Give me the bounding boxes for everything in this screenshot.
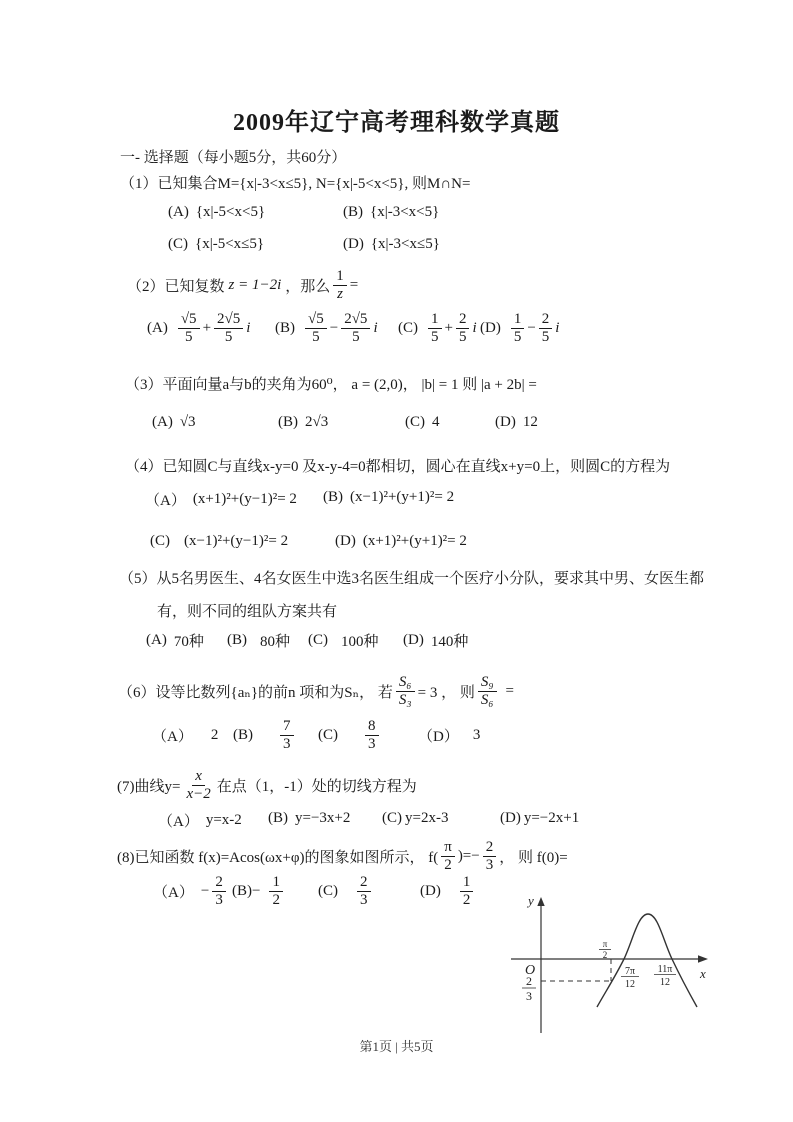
denominator: x−2 — [186, 785, 211, 802]
numerator: √5 — [178, 311, 200, 329]
option-label: (A) — [146, 632, 167, 648]
denominator: 2 — [444, 856, 452, 873]
denominator: S₆ — [480, 691, 494, 708]
denominator: 2 — [462, 891, 471, 908]
option-value: y=2x-3 — [405, 810, 449, 826]
fraction — [214, 311, 243, 346]
option-label: (C) — [308, 632, 328, 648]
minus-sign: − — [200, 882, 210, 899]
stem-math: z = 1−2i — [228, 276, 282, 293]
option-value: {x|-3<x≤5} — [370, 236, 440, 252]
q5-option-a — [146, 630, 204, 651]
q7-option-c — [382, 810, 448, 827]
option-label: (B) — [232, 882, 252, 899]
q6-option-a — [152, 725, 218, 746]
option-value: 140种 — [430, 634, 469, 650]
option-label: （A） — [158, 814, 199, 830]
option-label: (C) — [318, 726, 338, 743]
stem-text: (7)曲线y= — [117, 778, 181, 795]
denominator: 5 — [312, 328, 320, 345]
fraction — [478, 674, 497, 709]
question-5-stem-line2: 有，则不同的组队方案共有 — [157, 604, 338, 620]
option-label: (C) — [150, 533, 170, 549]
numerator: √5 — [305, 311, 327, 329]
option-label: （A） — [145, 493, 186, 509]
section-header: 一- 选择题（每小题5分，共60分） — [120, 150, 347, 166]
q1-option-b — [343, 204, 439, 221]
option-label: （A） — [152, 729, 193, 745]
q5-option-c — [308, 630, 379, 651]
option-value: 80种 — [260, 634, 291, 650]
option-value: 2√3 — [305, 414, 329, 430]
option-label: （A） — [153, 884, 194, 901]
numerator: 2 — [357, 874, 371, 892]
q4-option-c — [150, 533, 288, 550]
question-4-stem: （4）已知圆C与直线x-y=0 及x-y-4=0都相切，圆心在直线x+y=0上，则圆C的方程为 — [125, 459, 671, 475]
stem-text: 在点（1，-1）处的切线方程为 — [216, 778, 417, 795]
zero2-denominator: 12 — [660, 977, 670, 988]
q2-option-a — [147, 311, 250, 346]
denominator: 5 — [541, 328, 550, 345]
option-label: (D) — [500, 810, 521, 826]
denominator: 5 — [458, 328, 467, 345]
numerator: x — [192, 768, 205, 786]
option-value: 4 — [432, 414, 440, 430]
stem-text: ，那么 — [285, 278, 331, 295]
page-footer: 第1页 | 共5页 — [359, 1039, 434, 1054]
fraction — [280, 718, 294, 753]
option-value: {x|-5<x≤5} — [195, 236, 265, 252]
stem-text: )=− — [457, 847, 480, 864]
denominator: 5 — [431, 328, 439, 345]
fraction — [483, 839, 497, 874]
q4-option-a — [145, 489, 297, 510]
imaginary-unit: i — [472, 319, 477, 336]
q8-option-a — [153, 874, 229, 909]
q1-option-a — [168, 204, 265, 221]
option-label: (C) — [382, 810, 402, 826]
stem-text: （6）设等比数列{aₙ}的前n 项和为Sₙ， 若 — [118, 684, 393, 701]
q8-option-c — [318, 874, 374, 909]
option-label: (D) — [480, 319, 501, 336]
option-label: (C) — [405, 414, 425, 430]
option-label: (B) — [343, 204, 363, 220]
question-6-stem — [118, 665, 514, 717]
stem-text: = — [349, 276, 359, 293]
fraction — [441, 839, 455, 874]
operator: + — [444, 319, 453, 336]
option-label: (C) — [398, 319, 418, 336]
fraction — [396, 674, 415, 709]
q5-option-b — [227, 630, 290, 651]
zero2-numerator: 11π — [657, 964, 673, 975]
numerator: 2√5 — [341, 311, 370, 329]
imaginary-unit: i — [373, 319, 378, 336]
numerator: 1 — [511, 311, 525, 329]
operator: − — [527, 319, 536, 336]
stem-text: = 3 ， 则 — [417, 684, 475, 701]
question-1-stem: （1）已知集合M={x|-3<x≤5}, N={x|-5<x<5}, 则M∩N= — [120, 176, 471, 192]
page-title: 2009年辽宁高考理科数学真题 — [233, 110, 560, 136]
q4-option-d — [335, 533, 467, 550]
q3-option-c — [405, 414, 440, 431]
denominator: S₃ — [398, 691, 412, 708]
q3-option-d — [495, 414, 538, 431]
x-axis-label: x — [700, 966, 706, 981]
numerator: 7 — [280, 718, 294, 736]
y-axis-label: y — [528, 893, 534, 908]
q7-option-d — [500, 810, 579, 827]
fraction — [178, 311, 200, 346]
option-value: 3 — [472, 727, 481, 743]
operator: + — [202, 319, 212, 336]
option-value: y=−2x+1 — [523, 810, 580, 826]
option-value: 70种 — [173, 634, 204, 650]
fraction — [511, 311, 525, 346]
q5-option-d — [403, 630, 468, 651]
q3-option-b — [278, 414, 328, 431]
option-label: (C) — [168, 236, 188, 252]
stem-text: (8)已知函数 f(x)=Acos(ωx+φ)的图象如图所示， f( — [117, 849, 439, 866]
stem-text: ， 则 f(0)= — [499, 849, 568, 866]
question-5-stem-line1: （5）从5名男医生、4名女医生中选3名医生组成一个医疗小分队，要求其中男、女医生都 — [119, 571, 705, 587]
question-7-stem — [117, 762, 417, 808]
option-label: (C) — [318, 882, 338, 899]
zero1-denominator: 12 — [625, 979, 635, 990]
numerator: 1 — [333, 268, 347, 286]
denominator: 5 — [513, 328, 522, 345]
q2-option-b — [275, 311, 378, 346]
denominator: 3 — [283, 735, 291, 752]
numerator: 2 — [212, 874, 226, 892]
fraction — [333, 268, 347, 303]
q2-option-c — [398, 311, 477, 346]
option-label: （D） — [418, 729, 459, 745]
option-value: (x+1)²+(y−1)²= 2 — [192, 491, 297, 507]
q1-option-c — [168, 236, 264, 253]
q6-option-d — [418, 725, 480, 746]
fraction — [365, 718, 379, 753]
q7-option-b — [268, 810, 350, 827]
numerator: 1 — [269, 874, 283, 892]
option-label: (D) — [495, 414, 516, 430]
numerator: 1 — [428, 311, 442, 329]
option-label: (B) — [233, 726, 253, 743]
numerator: 1 — [460, 874, 474, 892]
option-label: (B) — [227, 632, 247, 648]
level-numerator: 2 — [526, 974, 532, 988]
option-value: 100种 — [341, 634, 379, 650]
denominator: 5 — [352, 328, 360, 345]
imaginary-unit: i — [555, 319, 560, 336]
option-value: (x+1)²+(y+1)²= 2 — [362, 533, 467, 549]
question-2-stem — [127, 265, 358, 305]
option-label: (B) — [275, 319, 295, 336]
question-3-stem: （3）平面向量a与b的夹角为60⁰， a = (2,0)， |b| = 1 则 |a + 2b| = — [125, 377, 537, 393]
zero1-numerator: 7π — [624, 966, 636, 977]
cosine-curve — [597, 914, 697, 1007]
numerator: 8 — [365, 718, 379, 736]
fraction — [269, 874, 283, 909]
fraction — [460, 874, 474, 909]
option-value: (x−1)²+(y−1)²= 2 — [184, 533, 289, 549]
minus-sign: − — [252, 882, 261, 899]
pi-over-2-denominator: 2 — [602, 950, 608, 960]
option-label: (B) — [323, 489, 343, 505]
option-value: 12 — [522, 414, 538, 430]
option-value: √3 — [179, 414, 196, 430]
q1-option-d — [343, 236, 440, 253]
option-label: (D) — [403, 632, 424, 648]
imaginary-unit: i — [246, 319, 251, 336]
q6-option-c — [318, 718, 382, 753]
numerator: 2 — [483, 839, 497, 857]
option-value: y=−3x+2 — [295, 810, 351, 826]
fraction — [357, 874, 371, 909]
denominator: z — [337, 285, 343, 302]
numerator: 2 — [456, 311, 470, 329]
option-value: 2 — [210, 727, 219, 743]
x-axis-arrow — [698, 955, 708, 963]
fraction — [428, 311, 442, 346]
option-label: (B) — [268, 810, 288, 826]
denominator: 3 — [215, 891, 223, 908]
option-value: {x|-3<x<5} — [370, 204, 440, 220]
q6-option-b — [233, 718, 297, 753]
stem-text: = — [505, 682, 515, 699]
level-denominator: 3 — [526, 989, 532, 1003]
option-value: (x−1)²+(y+1)²= 2 — [350, 489, 455, 505]
option-label: (D) — [343, 236, 364, 252]
option-label: (A) — [168, 204, 189, 220]
numerator: S₆ — [396, 674, 415, 692]
q8-option-b — [232, 874, 286, 909]
fraction — [539, 311, 553, 346]
option-label: (A) — [147, 319, 168, 336]
operator: − — [329, 319, 339, 336]
q4-option-b — [323, 489, 454, 506]
numerator: S₉ — [478, 674, 497, 692]
question-8-stem — [117, 836, 568, 876]
option-value: {x|-5<x<5} — [195, 204, 266, 220]
fraction — [305, 311, 327, 346]
q7-option-a — [158, 810, 242, 831]
numerator: 2√5 — [214, 311, 243, 329]
option-label: (B) — [278, 414, 298, 430]
option-label: (A) — [152, 414, 173, 430]
denominator: 3 — [485, 856, 494, 873]
option-value: y=x-2 — [205, 812, 242, 828]
q2-option-d — [480, 311, 559, 346]
fraction — [212, 874, 226, 909]
denominator: 3 — [360, 891, 368, 908]
function-graph — [505, 893, 720, 1038]
denominator: 5 — [184, 328, 193, 345]
option-label: (D) — [335, 533, 356, 549]
numerator: 2 — [539, 311, 553, 329]
denominator: 2 — [272, 891, 280, 908]
fraction — [183, 768, 213, 803]
fraction — [341, 311, 370, 346]
q8-option-d — [420, 874, 476, 909]
q3-option-a — [152, 414, 196, 431]
pi-over-2-numerator: π — [602, 939, 608, 949]
numerator: π — [441, 839, 455, 857]
y-axis-arrow — [537, 897, 544, 906]
stem-text: （2）已知复数 — [127, 278, 225, 295]
origin-label: O — [525, 963, 536, 978]
denominator: 3 — [368, 735, 376, 752]
denominator: 5 — [224, 328, 233, 345]
fraction — [456, 311, 470, 346]
option-label: (D) — [420, 882, 441, 899]
